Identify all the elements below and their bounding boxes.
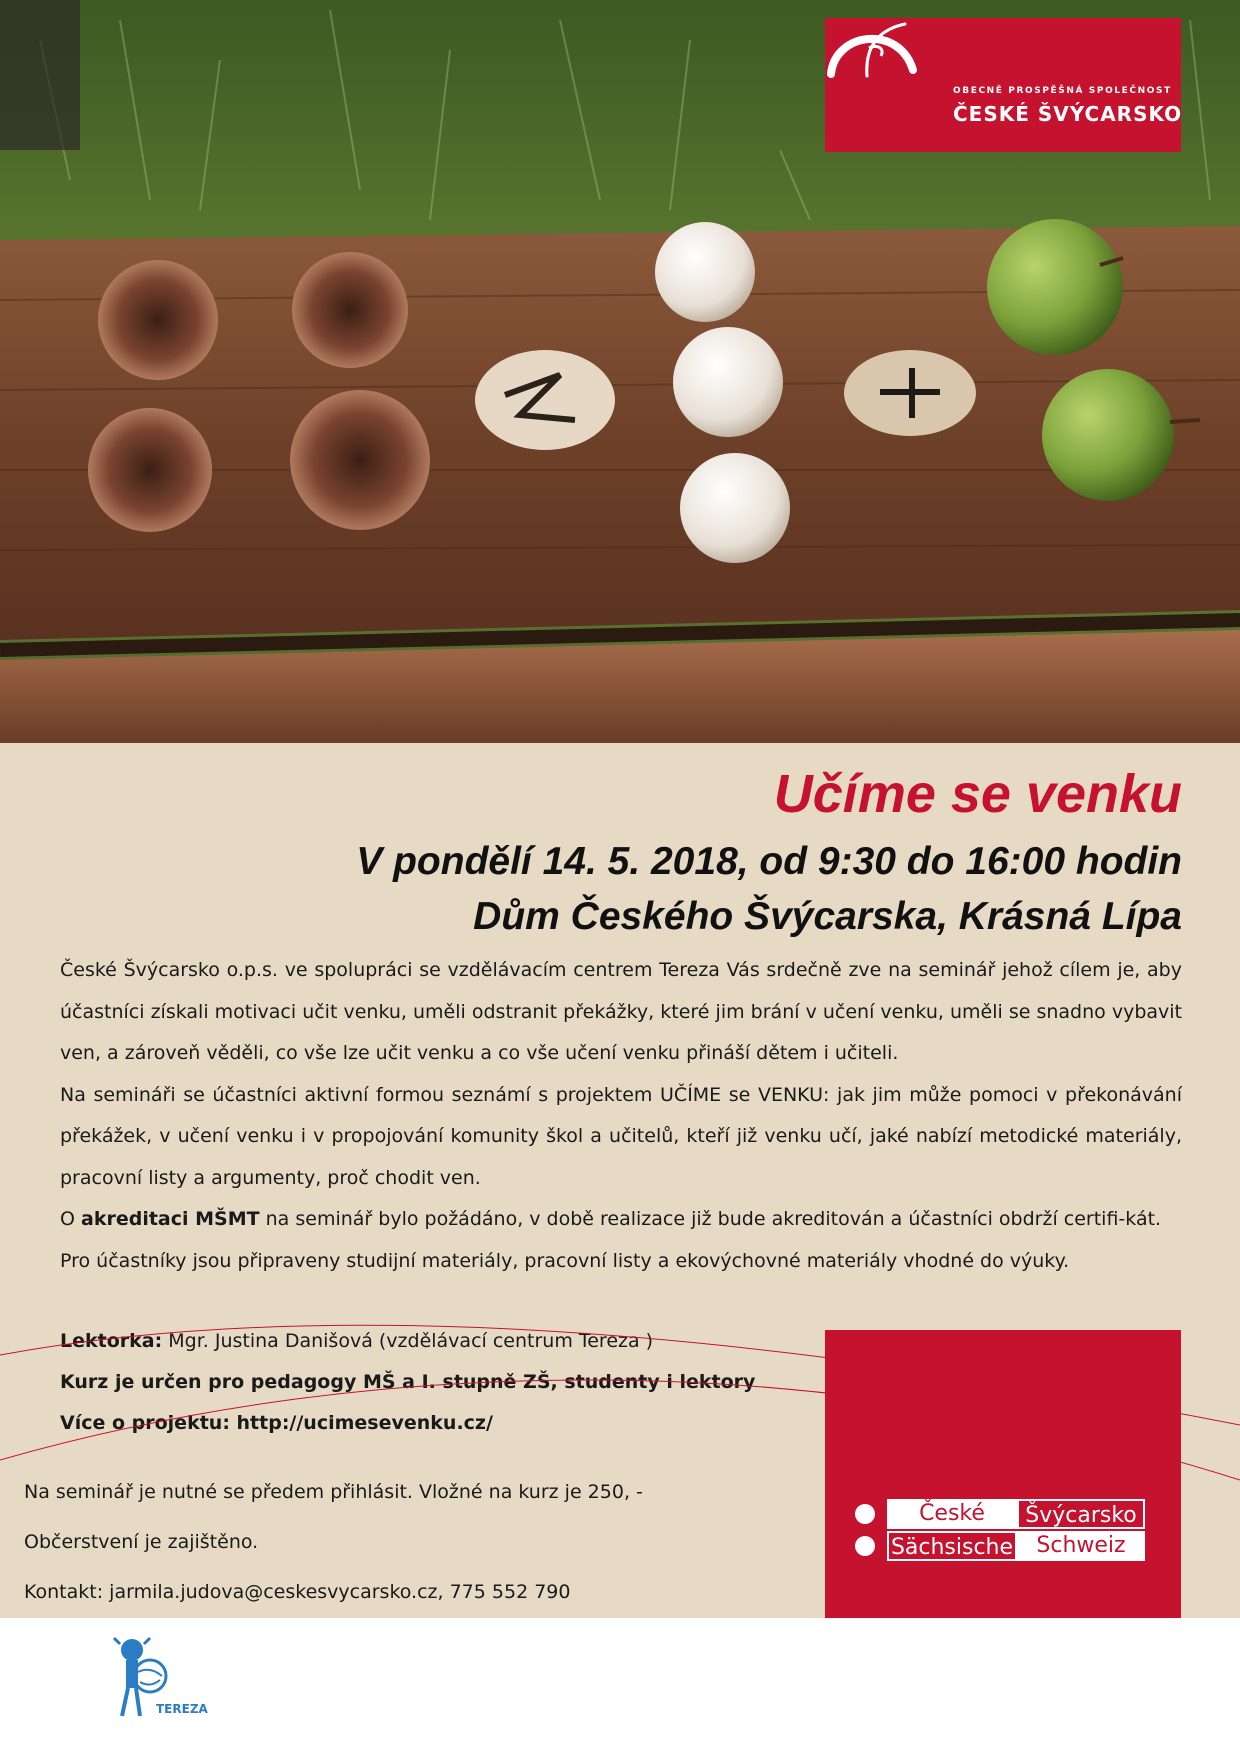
logo-subtitle: OBECNĚ PROSPĚŠNÁ SPOLEČNOST	[953, 86, 1172, 96]
audience-line: Kurz je určen pro pedagogy MŠ a I. stupně ZŠ, studenty i lektory	[60, 1371, 756, 1393]
paragraph-project: Na semináři se účastníci aktivní formou seznámí s projektem UČÍME se VENKU: jak jim může pomoci v překonávání překážek, v učení venku i v propojování komunity škol a učitelů, kteří již venku učí, jaké nabízí metodické materiály, pracovní listy a argumenty, proč chodit ven.	[60, 1083, 1182, 1189]
bullet-icon	[855, 1504, 875, 1524]
paragraph-materials: Pro účastníky jsou připraveny studijní materiály, pracovní listy a ekovýchovné materiály vhodné do výuky.	[60, 1249, 1070, 1272]
accreditation-bold: akreditaci MŠMT	[81, 1208, 260, 1230]
event-title: Učíme se venku	[773, 764, 1182, 824]
accreditation-prefix: O	[60, 1208, 81, 1230]
event-date: V pondělí 14. 5. 2018, od 9:30 do 16:00 hodin	[356, 840, 1182, 883]
bullet-icon	[855, 1536, 875, 1556]
paragraph-intro: České Švýcarsko o.p.s. ve spolupráci se vzdělávacím centrem Tereza Vás srdečně zve na seminář jehož cílem je, aby účastníci získali motivaci učit venku, uměli odstranit překážky, které jim brání v učení venku, uměli se snadno vybavit ven, a zároveň věděli, co vše lze učit venku a co vše učení venku přináší dětem i učiteli.	[60, 959, 1182, 1064]
contact-line[interactable]: Kontakt: jarmila.judova@ceskesvycarsko.cz, 775 552 790	[24, 1581, 571, 1603]
region-de-word1: Sächsische	[887, 1531, 1017, 1561]
logo-name: ČESKÉ ŠVÝCARSKO	[953, 102, 1183, 126]
lecturer-label: Lektorka:	[60, 1330, 163, 1352]
region-cz-word2: Švýcarsko	[1017, 1499, 1145, 1529]
region-cz-word1: České	[887, 1499, 1017, 1529]
project-link[interactable]: Více o projektu: http://ucimesevenku.cz/	[60, 1412, 493, 1434]
lecturer-value: Mgr. Justina Danišová (vzdělávací centrum Tereza )	[162, 1330, 654, 1352]
partner-name: TEREZA	[156, 1702, 208, 1716]
region-de-word2: Schweiz	[1017, 1531, 1145, 1561]
registration-line: Na seminář je nutné se předem přihlásit. Vložné na kurz je 250, -	[24, 1481, 643, 1503]
refreshment-line: Občerstvení je zajištěno.	[24, 1531, 259, 1553]
accreditation-suffix: na seminář bylo požádáno, v době realizace již bude akreditován a účastníci obdrží certifi-kát.	[259, 1208, 1162, 1230]
region-logo-block	[825, 1330, 1181, 1618]
event-place: Dům Českého Švýcarska, Krásná Lípa	[473, 895, 1182, 938]
